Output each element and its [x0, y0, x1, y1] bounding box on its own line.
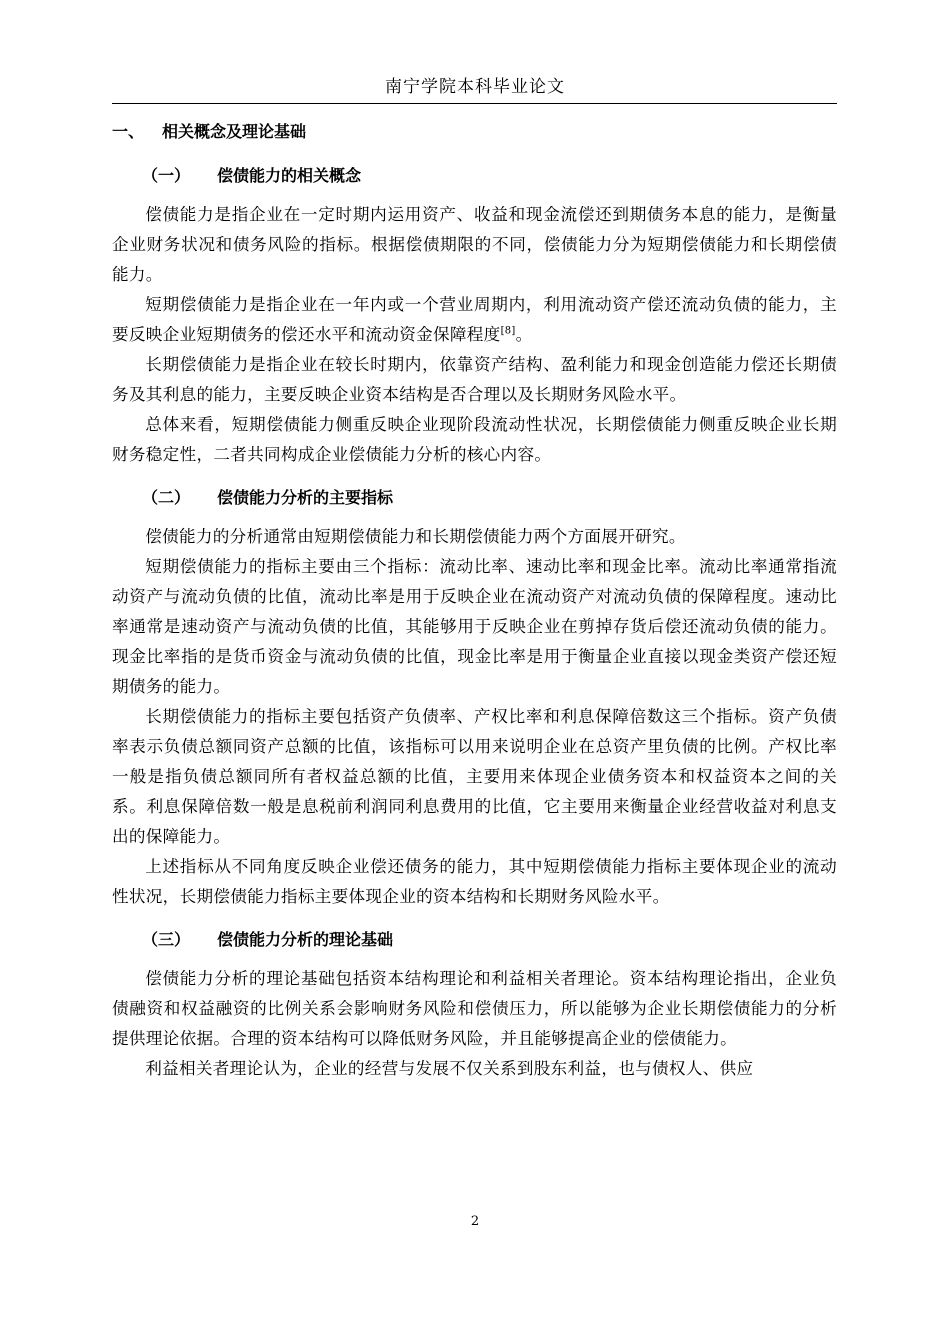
paragraph-end: 。	[515, 325, 533, 344]
paragraph: 短期偿债能力的指标主要由三个指标：流动比率、速动比率和现金比率。流动比率通常指流动资产与流动负债的比值，流动比率是用于反映企业在流动资产对流动负债的保障程度。速动比率通常是速动资产与流动负债的比值，其能够用于反映企业在剪掉存货后偿还流动负债的能力。现金比率指的是货币资金与流动负债的比值，现金比率是用于衡量企业直接以现金类资产偿还短期债务的能力。	[112, 557, 837, 696]
subsection-number: （二）	[142, 488, 191, 507]
paragraph: 利益相关者理论认为，企业的经营与发展不仅关系到股东利益，也与债权人、供应	[145, 1059, 754, 1078]
subsection-heading-3	[112, 924, 837, 956]
paragraph-text: 短期偿债能力是指企业在一年内或一个营业周期内，利用流动资产偿还流动负债的能力，主要反映企业短期债务的偿还水平和流动资金保障程度	[112, 295, 837, 344]
paragraph: 长期偿债能力的指标主要包括资产负债率、产权比率和利息保障倍数这三个指标。资产负债率表示负债总额同资产总额的比值，该指标可以用来说明企业在总资产里负债的比例。产权比率一般是指负债总额同所有者权益总额的比值，主要用来体现企业债务资本和权益资本之间的关系。利息保障倍数一般是息税前利润同利息费用的比值，它主要用来衡量企业经营收益对利息支出的保障能力。	[112, 707, 837, 846]
subsection-number: （三）	[142, 930, 191, 949]
section-heading	[112, 116, 837, 148]
subsection-title: 偿债能力的相关概念	[217, 166, 362, 185]
subsection-number: （一）	[142, 166, 191, 185]
paragraph: 长期偿债能力是指企业在较长时期内，依靠资产结构、盈利能力和现金创造能力偿还长期债务及其利息的能力，主要反映企业资本结构是否合理以及长期财务风险水平。	[112, 355, 837, 404]
subsection-heading-2	[112, 482, 837, 514]
running-header: 南宁学院本科毕业论文	[385, 77, 565, 97]
section-title: 相关概念及理论基础	[162, 122, 307, 141]
citation-ref: [8]	[500, 325, 516, 337]
page-number: 2	[470, 1214, 480, 1229]
paragraph: 偿债能力分析的理论基础包括资本结构理论和利益相关者理论。资本结构理论指出，企业负债融资和权益融资的比例关系会影响财务风险和偿债压力，所以能够为企业长期偿债能力的分析提供理论依据。合理的资本结构可以降低财务风险，并且能够提高企业的偿债能力。	[112, 969, 837, 1048]
paragraph: 总体来看，短期偿债能力侧重反映企业现阶段流动性状况，长期偿债能力侧重反映企业长期财务稳定性，二者共同构成企业偿债能力分析的核心内容。	[112, 415, 837, 464]
paragraph: 偿债能力的分析通常由短期偿债能力和长期偿债能力两个方面展开研究。	[145, 527, 686, 546]
paragraph-with-citation	[112, 290, 837, 350]
subsection-title: 偿债能力分析的主要指标	[217, 488, 394, 507]
paragraph: 偿债能力是指企业在一定时期内运用资产、收益和现金流偿还到期债务本息的能力，是衡量企业财务状况和债务风险的指标。根据偿债期限的不同，偿债能力分为短期偿债能力和长期偿债能力。	[112, 205, 837, 284]
paragraph: 上述指标从不同角度反映企业偿还债务的能力，其中短期偿债能力指标主要体现企业的流动性状况，长期偿债能力指标主要体现企业的资本结构和长期财务风险水平。	[112, 857, 837, 906]
subsection-title: 偿债能力分析的理论基础	[217, 930, 394, 949]
section-number: 一、	[112, 122, 145, 141]
subsection-heading-1	[112, 160, 837, 192]
header-divider	[112, 103, 837, 104]
page-body	[112, 116, 837, 1084]
